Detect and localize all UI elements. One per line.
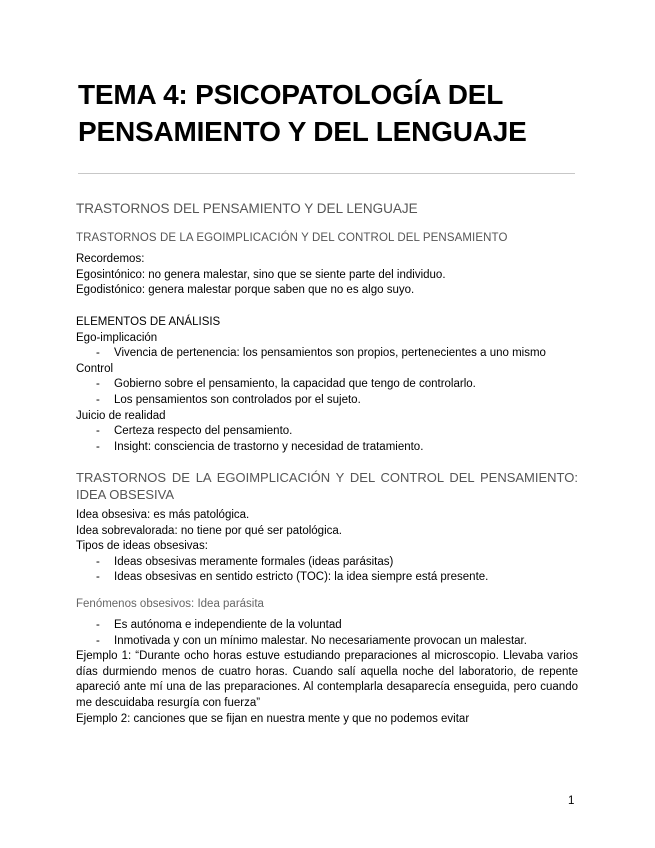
section2-heading: TRASTORNOS DE LA EGOIMPLICACIÓN Y DEL CONTROL DEL PENSAMIENTO: IDEA OBSESIVA — [76, 470, 578, 502]
list-item: - Ideas obsesivas en sentido estricto (TOC): la idea siempre está presente. — [76, 570, 578, 586]
page-title — [78, 76, 598, 150]
group-label: Juicio de realidad — [76, 409, 166, 422]
idea-line: Idea obsesiva: es más patológica. — [76, 509, 250, 521]
fenomenos-block — [76, 618, 578, 727]
list-item: - Certeza respecto del pensamiento. — [76, 424, 578, 440]
list-item: - Es autónoma e independiente de la voluntad — [76, 618, 578, 634]
title-divider — [78, 173, 575, 174]
elementos-block — [76, 315, 578, 455]
list-item: - Los pensamientos son controlados por el sujeto. — [76, 393, 578, 409]
recordemos-label: Recordemos: — [76, 253, 145, 265]
group-list — [76, 346, 578, 362]
recordemos-line: Egodistónico: genera malestar porque saben que no es algo suyo. — [76, 284, 415, 297]
list-item: - Insight: consciencia de trastorno y necesidad de tratamiento. — [76, 440, 578, 456]
section-heading: TRASTORNOS DEL PENSAMIENTO Y DEL LENGUAJE — [76, 201, 418, 216]
title-line-1: TEMA 4: PSICOPATOLOGÍA DEL — [78, 79, 504, 110]
group-label: Control — [76, 362, 114, 375]
group-list — [76, 377, 578, 408]
recordemos-line: Egosintónico: no genera malestar, sino que se siente parte del individuo. — [76, 268, 446, 281]
group-list — [76, 424, 578, 455]
idea-obsesiva-block — [76, 508, 578, 586]
idea-list — [76, 555, 578, 586]
fenomenos-list — [76, 618, 578, 649]
idea-line: Tipos de ideas obsesivas: — [76, 540, 208, 553]
page-number: 1 — [568, 795, 575, 807]
idea-line: Idea sobrevalorada: no tiene por qué ser patológica. — [76, 524, 342, 537]
list-item: - Ideas obsesivas meramente formales (ideas parásitas) — [76, 555, 578, 571]
list-item: - Vivencia de pertenencia: los pensamientos son propios, pertenecientes a uno mismo — [76, 346, 578, 362]
list-item: - Inmotivada y con un mínimo malestar. No necesariamente provocan un malestar. — [76, 634, 578, 650]
title-line-2: PENSAMIENTO Y DEL LENGUAJE — [78, 116, 527, 147]
ejemplo-1: Ejemplo 1: “Durante ocho horas estuve estudiando preparaciones al microscopio. Llevaba varios días durmiendo menos de cuatro horas. Cuando salí aquella noche del laboratorio, de repente apareció ante mí una de las preparaciones. Al contemplarla desaparecía enseguida, pero cuando me descuidaba resurgía con fuerza” — [76, 650, 578, 709]
elementos-heading: ELEMENTOS DE ANÁLISIS — [76, 316, 221, 328]
ejemplo-2: Ejemplo 2: canciones que se fijan en nuestra mente y que no podemos evitar — [76, 712, 470, 725]
list-item: - Gobierno sobre el pensamiento, la capacidad que tengo de controlarlo. — [76, 377, 578, 393]
subsection-heading: TRASTORNOS DE LA EGOIMPLICACIÓN Y DEL CONTROL DEL PENSAMIENTO — [76, 232, 508, 244]
group-label: Ego-implicación — [76, 331, 158, 344]
fenomenos-heading: Fenómenos obsesivos: Idea parásita — [76, 598, 264, 610]
recordemos-block — [76, 252, 578, 299]
